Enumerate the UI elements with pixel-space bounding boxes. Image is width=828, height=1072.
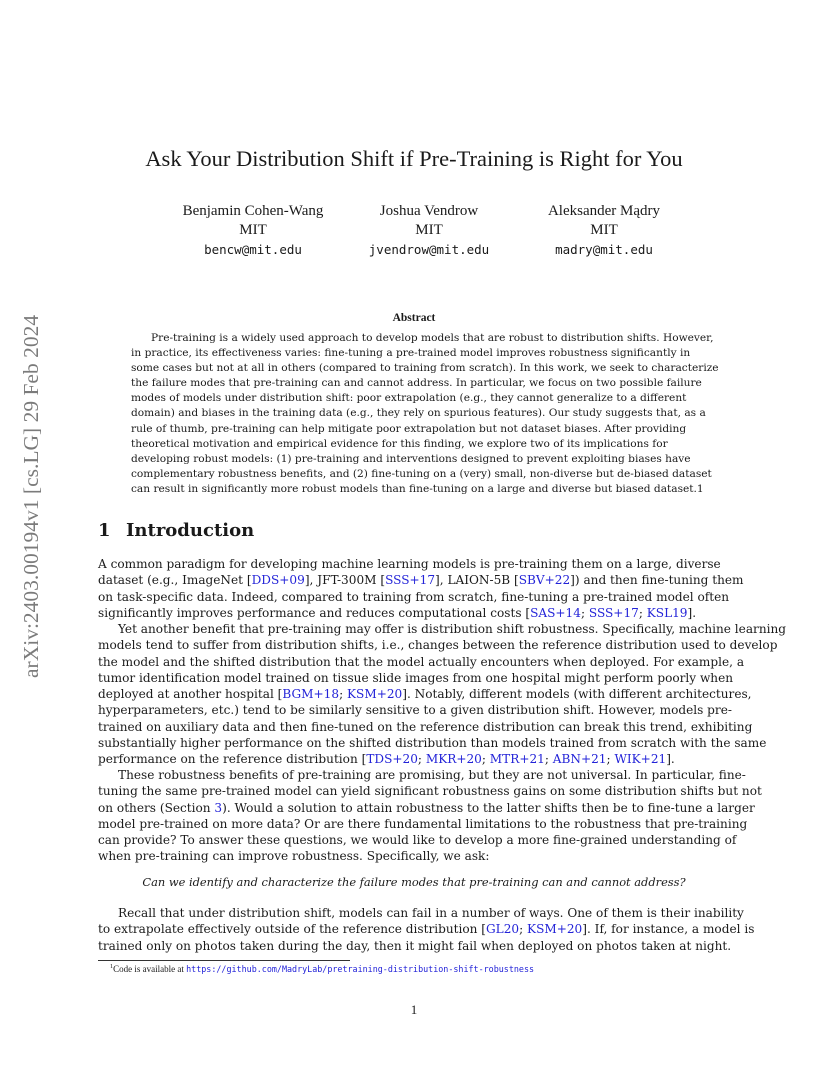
arxiv-identifier-stamp: [5, 288, 49, 678]
text-line: some cases but not at all in others (compared to training from scratch). In this work, we seek to characterize: [131, 362, 719, 375]
text-line: on others (Section 3). Would a solution to attain robustness to the latter shifts then be to fine-tune a larger: [98, 800, 755, 815]
abstract-heading: Abstract: [392, 312, 436, 324]
citation-link[interactable]: KSL19: [646, 605, 688, 620]
text-line: theoretical motivation and empirical evidence for this finding, we explore two of its implications for: [131, 437, 668, 450]
text-line: on task-specific data. Indeed, compared to training from scratch, fine-tuning a pre-trained model often: [98, 589, 730, 604]
author-name: Joshua Vendrow: [379, 203, 479, 219]
citation-link[interactable]: SSS+17: [588, 605, 639, 620]
citation-link[interactable]: WIK+21: [614, 752, 667, 767]
author-affiliation: MIT: [415, 222, 443, 238]
author-email[interactable]: madry@mit.edu: [555, 242, 653, 257]
section-title: Introduction: [126, 520, 255, 541]
text-line: can result in significantly more robust models than fine-tuning on a large and diverse but biased dataset.1: [131, 482, 704, 495]
text-line: dataset (e.g., ImageNet [DDS+09], JFT-300M [SSS+17], LAION-5B [SBV+22]) and then fine-tuning them: [98, 573, 744, 588]
page-number: 1: [410, 1002, 418, 1017]
paper-title: Ask Your Distribution Shift if Pre-Training is Right for You: [145, 146, 683, 171]
text-line: Yet another benefit that pre-training may offer is distribution shift robustness. Specifically, machine learning: [118, 622, 787, 636]
author-1: [140, 202, 366, 259]
citation-link[interactable]: ABN+21: [552, 752, 607, 767]
section-heading: [98, 520, 254, 541]
author-3: [522, 202, 686, 259]
research-question: Can we identify and characterize the failure modes that pre-training can and cannot address?: [142, 875, 686, 889]
citation-link[interactable]: KSM+20: [527, 922, 583, 937]
text-line: tuning the same pre-trained model can yield significant robustness gains on some distribution shifts but not: [98, 784, 762, 799]
text-line: tumor identification model trained on tissue slide images from one hospital might perform poorly when: [98, 670, 734, 685]
text-line: substantially higher performance on the shifted distribution than models trained from scratch with the same: [98, 736, 767, 751]
text-line: modes of models under distribution shift: poor extrapolation (e.g., they cannot generalize to a different: [131, 392, 687, 405]
text-line: significantly improves performance and reduces computational costs [SAS+14; SSS+17; KSL19].: [98, 605, 697, 620]
text-line: the model and the shifted distribution that the model actually encounters when deployed. For example, a: [98, 654, 745, 669]
section-link[interactable]: 3: [214, 800, 223, 815]
text-line: developing robust models: (1) pre-training and interventions designed to prevent exploiting biases have: [131, 452, 691, 465]
author-name: Aleksander Mądry: [547, 203, 661, 219]
text-line: model pre-trained on more data? Or are there fundamental limitations to the robustness that pre-training: [98, 816, 748, 831]
author-email[interactable]: jvendrow@mit.edu: [368, 242, 490, 257]
code-link[interactable]: https://github.com/MadryLab/pretraining-distribution-shift-robustness: [186, 964, 535, 974]
text-line: can provide? To answer these questions, we would like to develop a more fine-grained understanding of: [98, 833, 737, 848]
text-line: models tend to suffer from distribution shifts, i.e., changes between the reference distribution used to develop: [98, 638, 778, 653]
footnote-rule: [98, 960, 350, 961]
citation-link[interactable]: SBV+22: [518, 573, 571, 588]
paragraph-4: [98, 905, 755, 954]
abstract-body: [131, 331, 719, 497]
text-line: deployed at another hospital [BGM+18; KSM+20]. Notably, different models (with different architectures,: [98, 687, 752, 702]
paragraph-3: [98, 767, 762, 865]
citation-link[interactable]: MKR+20: [425, 752, 482, 767]
text-line: the failure modes that pre-training can and cannot address. In particular, we focus on two possible failure: [131, 377, 702, 390]
author-email[interactable]: bencw@mit.edu: [204, 242, 302, 257]
text-line: to extrapolate effectively outside of the reference distribution [GL20; KSM+20]. If, for instance, a model is: [98, 922, 755, 937]
text-line: Recall that under distribution shift, models can fail in a number of ways. One of them is their inability: [118, 906, 744, 920]
arxiv-id-text: arXiv:2403.00194v1 [cs.LG] 29 Feb 2024: [19, 314, 43, 678]
footnote-text: Code is available at: [113, 964, 184, 974]
text-line: A common paradigm for developing machine learning models is pre-training them on a large, diverse: [98, 557, 721, 571]
footnote: [110, 964, 534, 974]
text-line: hyperparameters, etc.) tend to be similarly sensitive to a given distribution shift. However, models pre-: [98, 703, 732, 718]
text-line: when pre-training can improve robustness. Specifically, we ask:: [98, 849, 490, 864]
author-2: [350, 202, 508, 259]
citation-link[interactable]: GL20: [486, 922, 520, 937]
author-name: Benjamin Cohen-Wang: [182, 203, 324, 219]
citation-link[interactable]: TDS+20: [366, 752, 418, 767]
author-affiliation: MIT: [590, 222, 618, 238]
text-line: These robustness benefits of pre-training are promising, but they are not universal. In particular, fine-: [118, 768, 746, 782]
text-line: trained only on photos taken during the day, then it might fail when deployed on photos taken at night.: [98, 938, 732, 953]
section-number: 1: [98, 520, 111, 541]
paragraph-2: [98, 621, 787, 768]
citation-link[interactable]: KSM+20: [347, 687, 403, 702]
citation-link[interactable]: BGM+18: [282, 687, 340, 702]
text-line: in practice, its effectiveness varies: fine-tuning a pre-trained model improves robustness significantly in: [131, 347, 691, 360]
citation-link[interactable]: SAS+14: [530, 605, 581, 620]
text-line: trained on auxiliary data and then fine-tuned on the reference distribution can break this trend, exhibiting: [98, 719, 753, 734]
text-line: performance on the reference distribution [TDS+20; MKR+20; MTR+21; ABN+21; WIK+21].: [98, 752, 675, 767]
text-line: Pre-training is a widely used approach to develop models that are robust to distribution shifts. However,: [151, 332, 714, 344]
citation-link[interactable]: SSS+17: [385, 573, 436, 588]
citation-link[interactable]: MTR+21: [489, 752, 545, 767]
paragraph-1: [98, 556, 744, 621]
text-line: complementary robustness benefits, and (2) fine-tuning on a (very) small, non-diverse but de-biased dataset: [131, 467, 712, 480]
author-affiliation: MIT: [239, 222, 267, 238]
text-line: domain) and biases in the training data (e.g., they rely on spurious features). Our study suggests that, as a: [131, 407, 706, 420]
citation-link[interactable]: DDS+09: [251, 573, 305, 588]
text-line: rule of thumb, pre-training can help mitigate poor extrapolation but not dataset biases. After providing: [131, 422, 687, 435]
footnote-mark: 1: [110, 963, 114, 970]
